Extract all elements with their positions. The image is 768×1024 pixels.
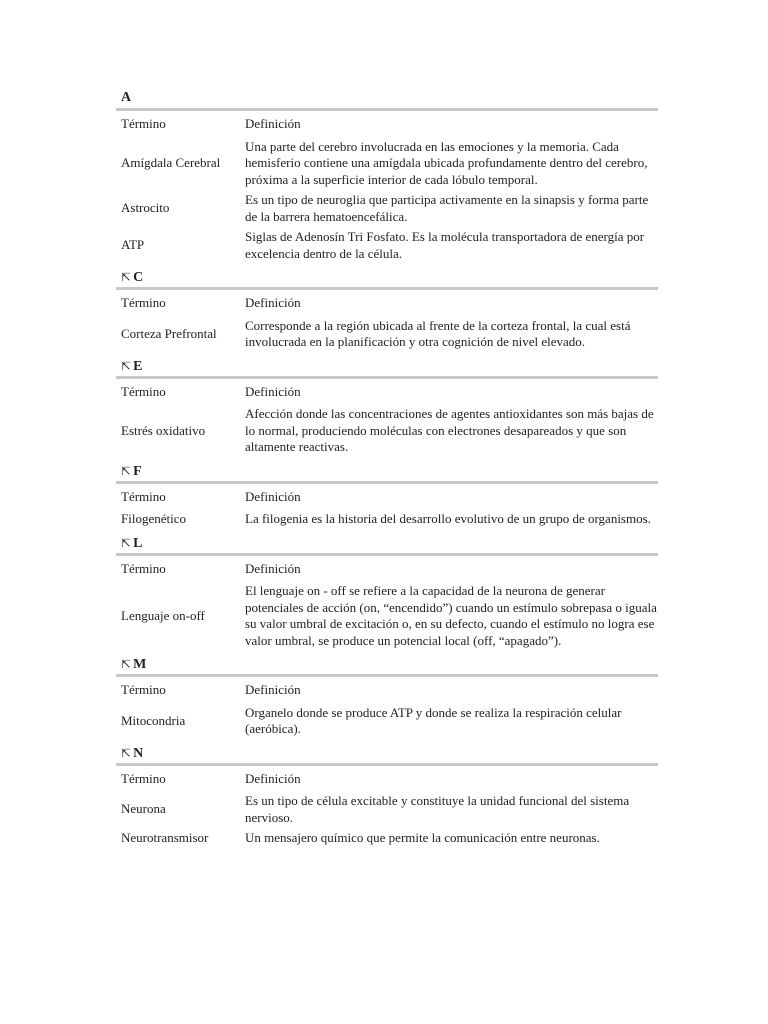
term-cell: Amígdala Cerebral	[121, 155, 221, 170]
glossary-section	[116, 267, 658, 353]
table-header-row	[116, 769, 663, 792]
definition-cell: Es un tipo de célula excitable y constituye la unidad funcional del sistema nervioso.	[245, 793, 630, 825]
glossary-table	[116, 114, 663, 264]
term-cell: Lenguaje on-off	[121, 607, 205, 623]
glossary-section	[116, 461, 658, 530]
back-to-top-icon[interactable]: ⇱	[121, 657, 132, 671]
term-cell: Estrés oxidativo	[121, 422, 206, 438]
header-term: Término	[121, 488, 166, 504]
table-row	[116, 404, 663, 458]
section-letter: M	[133, 657, 147, 672]
definition-cell: Siglas de Adenosín Tri Fosfato. Es la molécula transportadora de energía por excelencia dentro de la célula.	[245, 229, 645, 261]
section-letter-heading	[121, 654, 658, 674]
header-term: Término	[121, 295, 166, 310]
table-row	[116, 316, 663, 353]
definition-cell: El lenguaje on - off se refiere a la capacidad de la neurona de generar potenciales de acción (on, “encendido”) cuando un estímulo sobrepasa o iguala su valor umbral de excitación o, en su defecto, cuando el estímulo no logra ese valor umbral, se produce un potencial local (off, “apagado”).	[245, 583, 657, 648]
section-letter: L	[133, 535, 143, 551]
section-letter: F	[133, 463, 142, 479]
definition-cell: Es un tipo de neuroglia que participa activamente en la sinapsis y forma parte de la barrera hematoencefálica.	[245, 192, 649, 224]
glossary-section	[116, 743, 658, 849]
table-header-row	[116, 382, 663, 405]
section-divider	[116, 674, 658, 677]
glossary-table	[116, 487, 663, 530]
glossary-section	[116, 356, 658, 458]
table-header-row	[116, 487, 663, 510]
section-divider	[116, 481, 658, 484]
term-cell: Corteza Prefrontal	[121, 325, 217, 341]
section-divider	[116, 553, 658, 556]
section-letter-heading	[121, 267, 658, 287]
header-definition: Definición	[245, 488, 301, 504]
section-letter-heading	[121, 743, 658, 763]
term-cell: Filogenético	[121, 511, 186, 526]
glossary-table	[116, 559, 663, 652]
section-letter-heading	[121, 88, 658, 108]
section-letter: C	[133, 270, 144, 285]
back-to-top-icon[interactable]: ⇱	[121, 270, 132, 284]
glossary-table	[116, 680, 663, 740]
section-letter: A	[121, 90, 132, 105]
definition-cell: Afección donde las concentraciones de agentes antioxidantes son más bajas de lo normal, produciendo moléculas con electrones desapareados y que son altamente reactivas.	[245, 406, 654, 454]
header-term: Término	[121, 770, 166, 786]
section-letter-heading	[121, 461, 658, 481]
section-letter: E	[133, 358, 143, 374]
table-header-row	[116, 293, 663, 316]
glossary-section	[116, 654, 658, 740]
header-term: Término	[121, 560, 166, 576]
glossary-table	[116, 769, 663, 849]
header-definition: Definición	[245, 383, 301, 399]
back-to-top-icon[interactable]: ⇱	[121, 463, 132, 478]
table-row	[116, 137, 663, 191]
table-row	[116, 703, 663, 740]
term-cell: Astrocito	[121, 200, 170, 216]
section-divider	[116, 108, 658, 111]
term-cell: Neurotransmisor	[121, 830, 209, 845]
table-row	[116, 509, 663, 530]
header-term: Término	[121, 383, 166, 399]
header-term: Término	[121, 116, 166, 131]
section-letter-heading	[121, 533, 658, 553]
header-definition: Definición	[245, 295, 301, 310]
glossary-section	[116, 88, 658, 264]
section-letter-heading	[121, 356, 658, 376]
back-to-top-icon[interactable]: ⇱	[121, 745, 132, 760]
header-definition: Definición	[245, 682, 301, 697]
table-row	[116, 190, 663, 227]
table-row	[116, 581, 663, 651]
table-header-row	[116, 559, 663, 582]
table-row	[116, 791, 663, 828]
definition-cell: Organelo donde se produce ATP y donde se realiza la respiración celular (aeróbica).	[245, 704, 622, 736]
glossary-section	[116, 533, 658, 652]
glossary-document	[116, 88, 658, 852]
header-definition: Definición	[245, 770, 301, 786]
term-cell: Neurona	[121, 801, 166, 817]
header-term: Término	[121, 682, 166, 697]
glossary-table	[116, 293, 663, 353]
definition-cell: Corresponde a la región ubicada al frente de la corteza frontal, la cual está involucrada en la planificación y otra cognición de nivel elevado.	[245, 317, 631, 349]
section-divider	[116, 763, 658, 766]
table-header-row	[116, 114, 663, 137]
term-cell: Mitocondria	[121, 712, 186, 728]
table-row	[116, 828, 663, 849]
table-row	[116, 227, 663, 264]
glossary-table	[116, 382, 663, 458]
term-cell: ATP	[121, 237, 145, 253]
definition-cell: Una parte del cerebro involucrada en las emociones y la memoria. Cada hemisferio contiene una amígdala ubicada profundamente dentro del cerebro, próxima a la superficie interior de cada lóbulo temporal.	[245, 138, 648, 187]
header-definition: Definición	[245, 116, 301, 131]
definition-cell: Un mensajero químico que permite la comunicación entre neuronas.	[245, 830, 600, 845]
back-to-top-icon[interactable]: ⇱	[121, 535, 132, 550]
section-divider	[116, 376, 658, 379]
table-header-row	[116, 680, 663, 703]
back-to-top-icon[interactable]: ⇱	[121, 358, 132, 373]
section-divider	[116, 287, 658, 290]
definition-cell: La filogenia es la historia del desarrollo evolutivo de un grupo de organismos.	[245, 511, 651, 526]
header-definition: Definición	[245, 560, 301, 576]
section-letter: N	[133, 745, 144, 761]
